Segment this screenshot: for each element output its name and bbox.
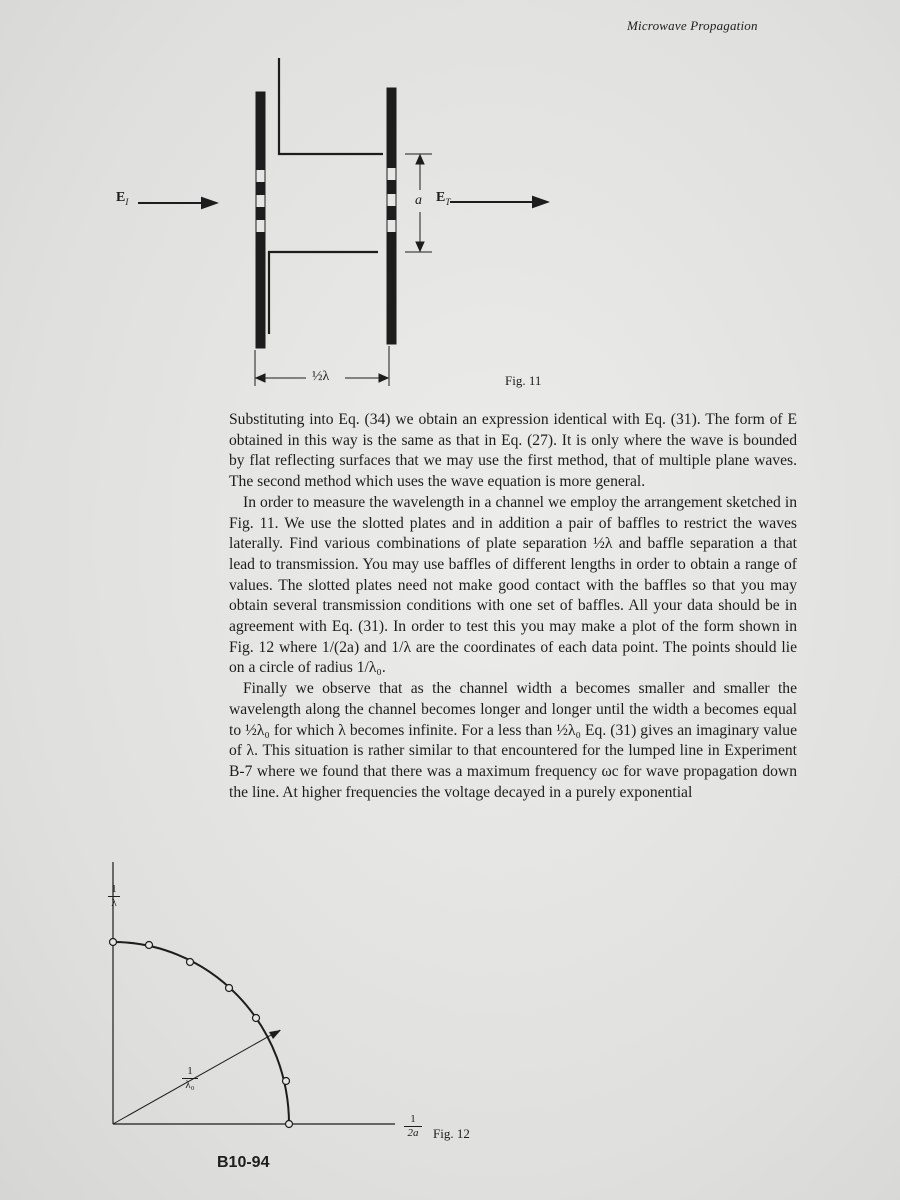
spacing-label: ½λ bbox=[312, 369, 330, 384]
data-point bbox=[146, 942, 153, 949]
figure-12-caption: Fig. 12 bbox=[433, 1126, 470, 1141]
paragraph: In order to measure the wavelength in a channel we employ the arrangement sketched in Fig. 11. We use the slotted plates and in addition a pair of baffles to restrict the waves laterally. Find various combinations of plate separation ½λ and baffle separation a that lead to transmission. You may use baffles of different lengths in order to obtain a range of values. The slotted plates need not make good contact with the baffles so that you may obtain several transmission conditions with one set of baffles. All your data should be in agreement with Eq. (31). In order to test this you may make a plot of the form shown in Fig. 12 where 1/(2a) and 1/λ are the coordinates of each data point. The points should lie on a circle of radius 1/λ₀. bbox=[229, 493, 797, 677]
data-point bbox=[226, 985, 233, 992]
data-point bbox=[110, 939, 117, 946]
y-axis-label: 1 λ bbox=[108, 884, 120, 909]
data-point bbox=[283, 1078, 290, 1085]
page-number: B10-94 bbox=[217, 1154, 270, 1171]
incident-field-label: $E_I$ bbox=[116, 190, 129, 207]
data-point bbox=[286, 1121, 293, 1128]
radius-label: 1 λ₀ bbox=[182, 1066, 198, 1091]
gap-label: a bbox=[415, 193, 422, 208]
quarter-circle-curve bbox=[113, 942, 289, 1124]
x-axis-label: 1 2a bbox=[404, 1114, 422, 1139]
data-point bbox=[187, 959, 194, 966]
figure-11-caption: Fig. 11 bbox=[505, 373, 542, 388]
data-point bbox=[253, 1015, 260, 1022]
transmitted-field-label: $E_T$ bbox=[436, 190, 451, 207]
paragraph: Finally we observe that as the channel width a becomes smaller and smaller the wavelength along the channel becomes longer and longer until the width a becomes equal to ½λ₀ for which λ becomes infinite. For a less than ½λ₀ Eq. (31) gives an imaginary value of λ. This situation is rather similar to that encountered for the lumped line in Experiment B-7 where we found that there was a maximum frequency ωc for wave propagation down the line. At higher frequencies the voltage decayed in a purely exponential bbox=[229, 680, 797, 801]
radius-arrowhead bbox=[269, 1030, 281, 1039]
paragraph: Substituting into Eq. (34) we obtain an expression identical with Eq. (31). The form of E obtained in this way is the same as that in Eq. (27). It is only where the wave is bounded by flat reflecting surfaces that we may use the first method, that of multiple plane waves. The second method which uses the wave equation is more general. bbox=[229, 411, 797, 491]
running-head: Microwave Propagation bbox=[627, 18, 758, 33]
